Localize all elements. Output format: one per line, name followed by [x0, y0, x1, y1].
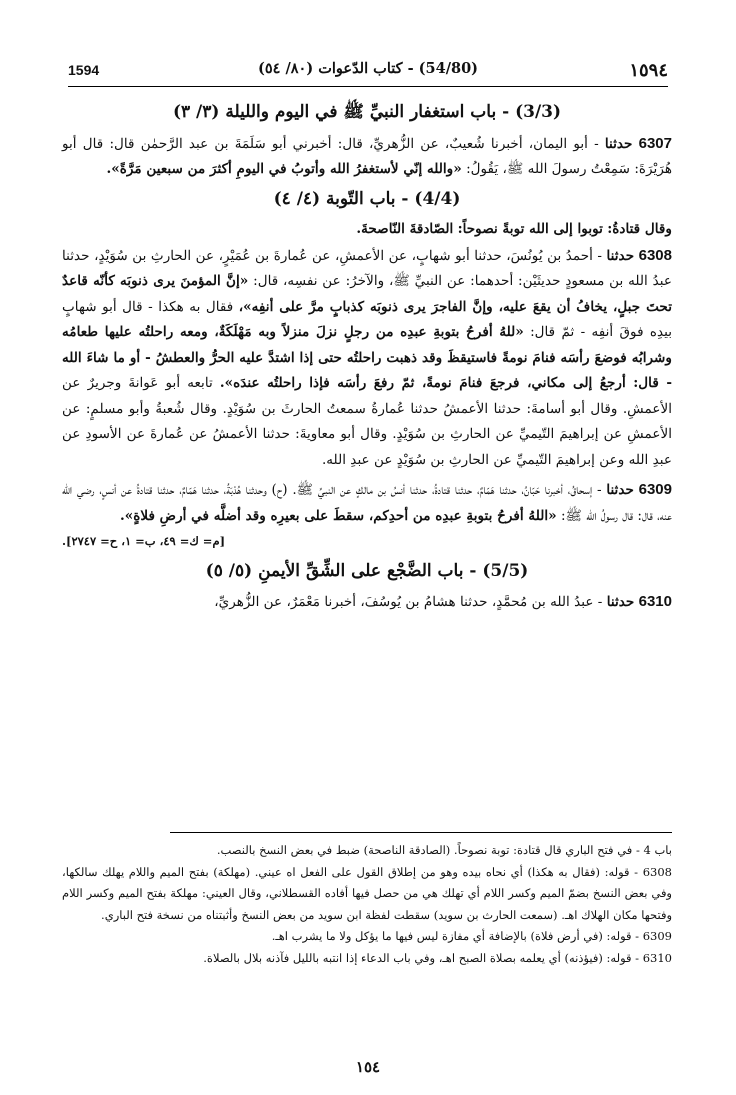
- hadith-number: 6309: [638, 481, 672, 498]
- footnote: 6310 - قوله: (فيؤذنه) أي يعلمه بصلاة الصبح اهـ، وفي باب الدعاء إذا انتبه بالليل فآذنه بلال بالصلاة.: [203, 950, 672, 965]
- hadith-number: 6310: [638, 593, 672, 610]
- header-divider: [68, 86, 668, 87]
- chapter-heading: (4/4) - باب التّوبة (٤/ ٤): [273, 188, 461, 209]
- page-number-arabic: ١٥٩٤: [629, 60, 668, 81]
- page-header: [68, 56, 668, 86]
- footnote: 6308 - قوله: (فقال به هكذا) أي نحاه بيده وهو من إطلاق القول على الفعل اه عيني. (مهلكة) بفتح الميم واللام يهلك سالكها، وفي بعض النسخ بضمّ الميم وكسر اللام أي تهلك هي من حصل فيها أفاده القسطلاني، وقال العيني: مهلكة بفتح الميم وكسر اللام وفتحها مكان الهلاك اهـ. (سمعت الحارث بن سويد) سقطت لفظة ابن سويد من بعض النسخ وأثبتناه من نسخة فتح الباري.: [62, 864, 672, 922]
- page-number-latin: 1594: [68, 62, 100, 78]
- footnotes: [62, 840, 672, 969]
- hadith-matn: «والله إنّي لأستغفرُ الله وأتوبُ في اليومِ أكثرَ من سبعين مَرَّةً».: [106, 161, 462, 177]
- chapter-heading: (3/3) - باب استغفار النبيِّ ﷺ في اليوم والليلة (٣/ ٣): [172, 102, 562, 122]
- running-head: (54/80) - كتاب الدّعوات (٨٠/ ٥٤): [257, 60, 479, 77]
- footnote-divider: [170, 832, 672, 833]
- chapter-intro: وقال قتادةُ: توبوا إلى الله توبةً نصوحاً: الصّادقةَ النّاصحةَ.: [356, 221, 672, 237]
- hadith-number: 6308: [638, 246, 672, 264]
- hadith-6309: 6309 حدثنا - إسحاقُ، أخبرنا حَبّانُ، حدثنا هَمّامٌ، حدثنا قتادةُ، حدثنا أنسُ بن مالكٍ عن النبيِّ ﷺ. (ح) وحدثنا هُدْبَةُ، حدثنا هَمّامٌ، حدثنا قتادةُ عن أنسٍ، رضي الله عنه، قال: قال رسولُ الله ﷺ: «اللهُ أفرحُ بتوبةِ عبدِه من أحدِكم، سقطَ على بعيرِه وقد أضلَّه في أرضِ فلاةٍ».: [62, 481, 672, 524]
- reference: [م= ك= ٤٩، ب= ١، ح= ٢٧٤٧].: [62, 534, 226, 548]
- chapter-heading: (5/5) - باب الضَّجْع على الشِّقِّ الأيمنِ (٥/ ٥): [205, 560, 529, 581]
- hadith-6308: 6308 حدثنا - أحمدُ بن يُونُسَ، حدثنا أبو شهابٍ، عن الأعمشِ، عن عُمارةَ بن عُمَيْرٍ، عن الحارثِ بن سُوَيْدٍ، حدثنا عبدُ الله بن مسعودٍ حديثَيْن: أحدهما: عن النبيِّ ﷺ، والآخرُ: عن نفسِه، قال: «إنَّ المؤمنَ يرى ذنوبَه كأنّه قاعدٌ تحتَ جبلٍ، يخافُ أن يقعَ عليه، وإنَّ الفاجرَ يرى ذنوبَه كذبابٍ مرَّ على أنفِه»، فقال به هكذا - قال أبو شهابٍ بيدِه فوقَ أنفِه - ثمّ قال: «للهُ أفرحُ بتوبةِ عبدِه من رجلٍ نزلَ منزلاً وبه مَهْلَكَةٌ، ومعه راحلتُه عليها طعامُه وشرابُه فوضعَ رأسَه فنامَ نومةً فاستيقظَ وقد ذهبت راحلتُه حتى إذا اشتدَّ عليه الحرُّ والعطشُ - أو ما شاءَ الله - قال: أرجعُ إلى مكاني، فرجعَ فنامَ نومةً، ثمّ رفعَ رأسَه فإذا راحلتُه عندَه». تابعه أبو عَوانةَ وجريرٌ عن الأعمشِ. وقال أبو أسامةَ: حدثنا الأعمشُ حدثنا عُمارةُ سمعتُ الحارثَ بن سُوَيْدٍ. وقال شُعبةُ وأبو مسلمٍ: عن الأعمشِ عن إبراهيمَ التّيميِّ عن الحارثِ بن سُوَيْدٍ. وقال أبو معاويةَ: حدثنا الأعمشُ عن عُمارةَ عن الأسودِ عن عبدِ الله وعن إبراهيمَ التّيميِّ عن الحارثِ بن سُوَيْدٍ عن عبدِ الله.: [62, 246, 673, 468]
- page-number-footer: ١٥٤: [355, 1058, 381, 1076]
- footnote: باب 4 - في فتح الباري قال قتادة: توبة نصوحاً. (الصادقة الناصحة) ضبط في بعض النسخ بالنصب.: [216, 843, 672, 857]
- footnote: 6309 - قوله: (في أرض فلاة) بالإضافة أي مفازة ليس فيها ما يؤكل ولا ما يشرب اهـ.: [271, 929, 672, 943]
- hadith-number: 6307: [638, 134, 672, 152]
- main-text: [62, 96, 672, 616]
- hadith-6307: 6307 حدثنا - أبو اليمان، أخبرنا شُعيبٌ، عن الزُّهريِّ، قال: أخبرني أبو سَلَمَةَ بن عبد الرَّحمٰن قال: قال أبو هُرَيْرَةَ: سَمِعْتُ رسولَ الله ﷺ، يَقُولُ: «والله إنّي لأستغفرُ الله وأتوبُ في اليومِ أكثرَ من سبعين مَرَّةً».: [62, 134, 672, 177]
- hadith-6310: 6310 حدثنا - عبدُ الله بن مُحمَّدٍ، حدثنا هشامُ بن يُوسُفَ، أخبرنا مَعْمَرٌ، عن الزُّهريِّ،: [214, 593, 672, 610]
